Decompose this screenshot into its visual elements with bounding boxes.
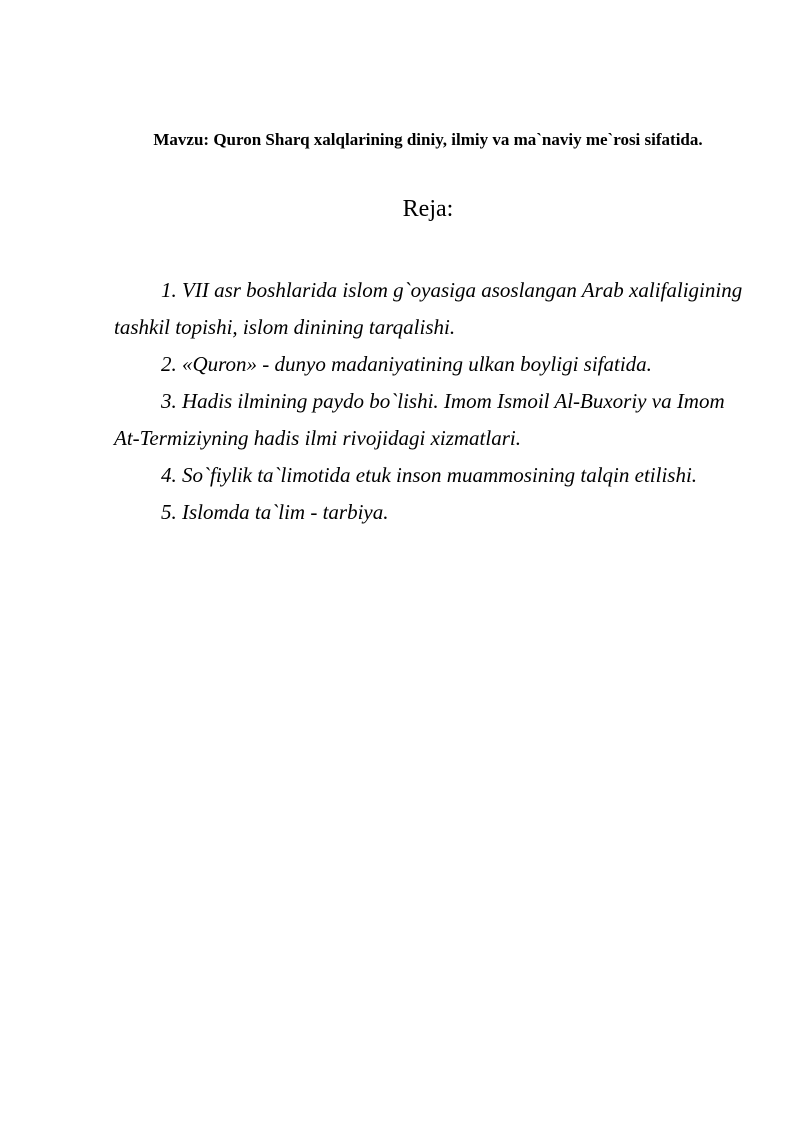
plan-item-4: 4. So`fiylik ta`limotida etuk inson muammosining talqin etilishi. [161, 463, 698, 487]
document-topic: Mavzu: Quron Sharq xalqlarining diniy, ilmiy va ma`naviy me`rosi sifatida. [153, 130, 703, 149]
plan-item-5: 5. Islomda ta`lim - tarbiya. [161, 500, 389, 524]
plan-title: Reja: [402, 196, 454, 222]
plan-item-2: 2. «Quron» - dunyo madaniyatining ulkan boyligi sifatida. [161, 352, 652, 376]
plan-list [114, 272, 754, 531]
plan-item-3: 3. Hadis ilmining paydo bo`lishi. Imom Ismoil Al-Buxoriy va Imom At-Termiziyning hadis ilmi rivojidagi xizmatlari. [114, 389, 725, 450]
plan-item-1: 1. VII asr boshlarida islom g`oyasiga asoslangan Arab xalifaligining tashkil topishi, islom dinining tarqalishi. [114, 278, 743, 339]
